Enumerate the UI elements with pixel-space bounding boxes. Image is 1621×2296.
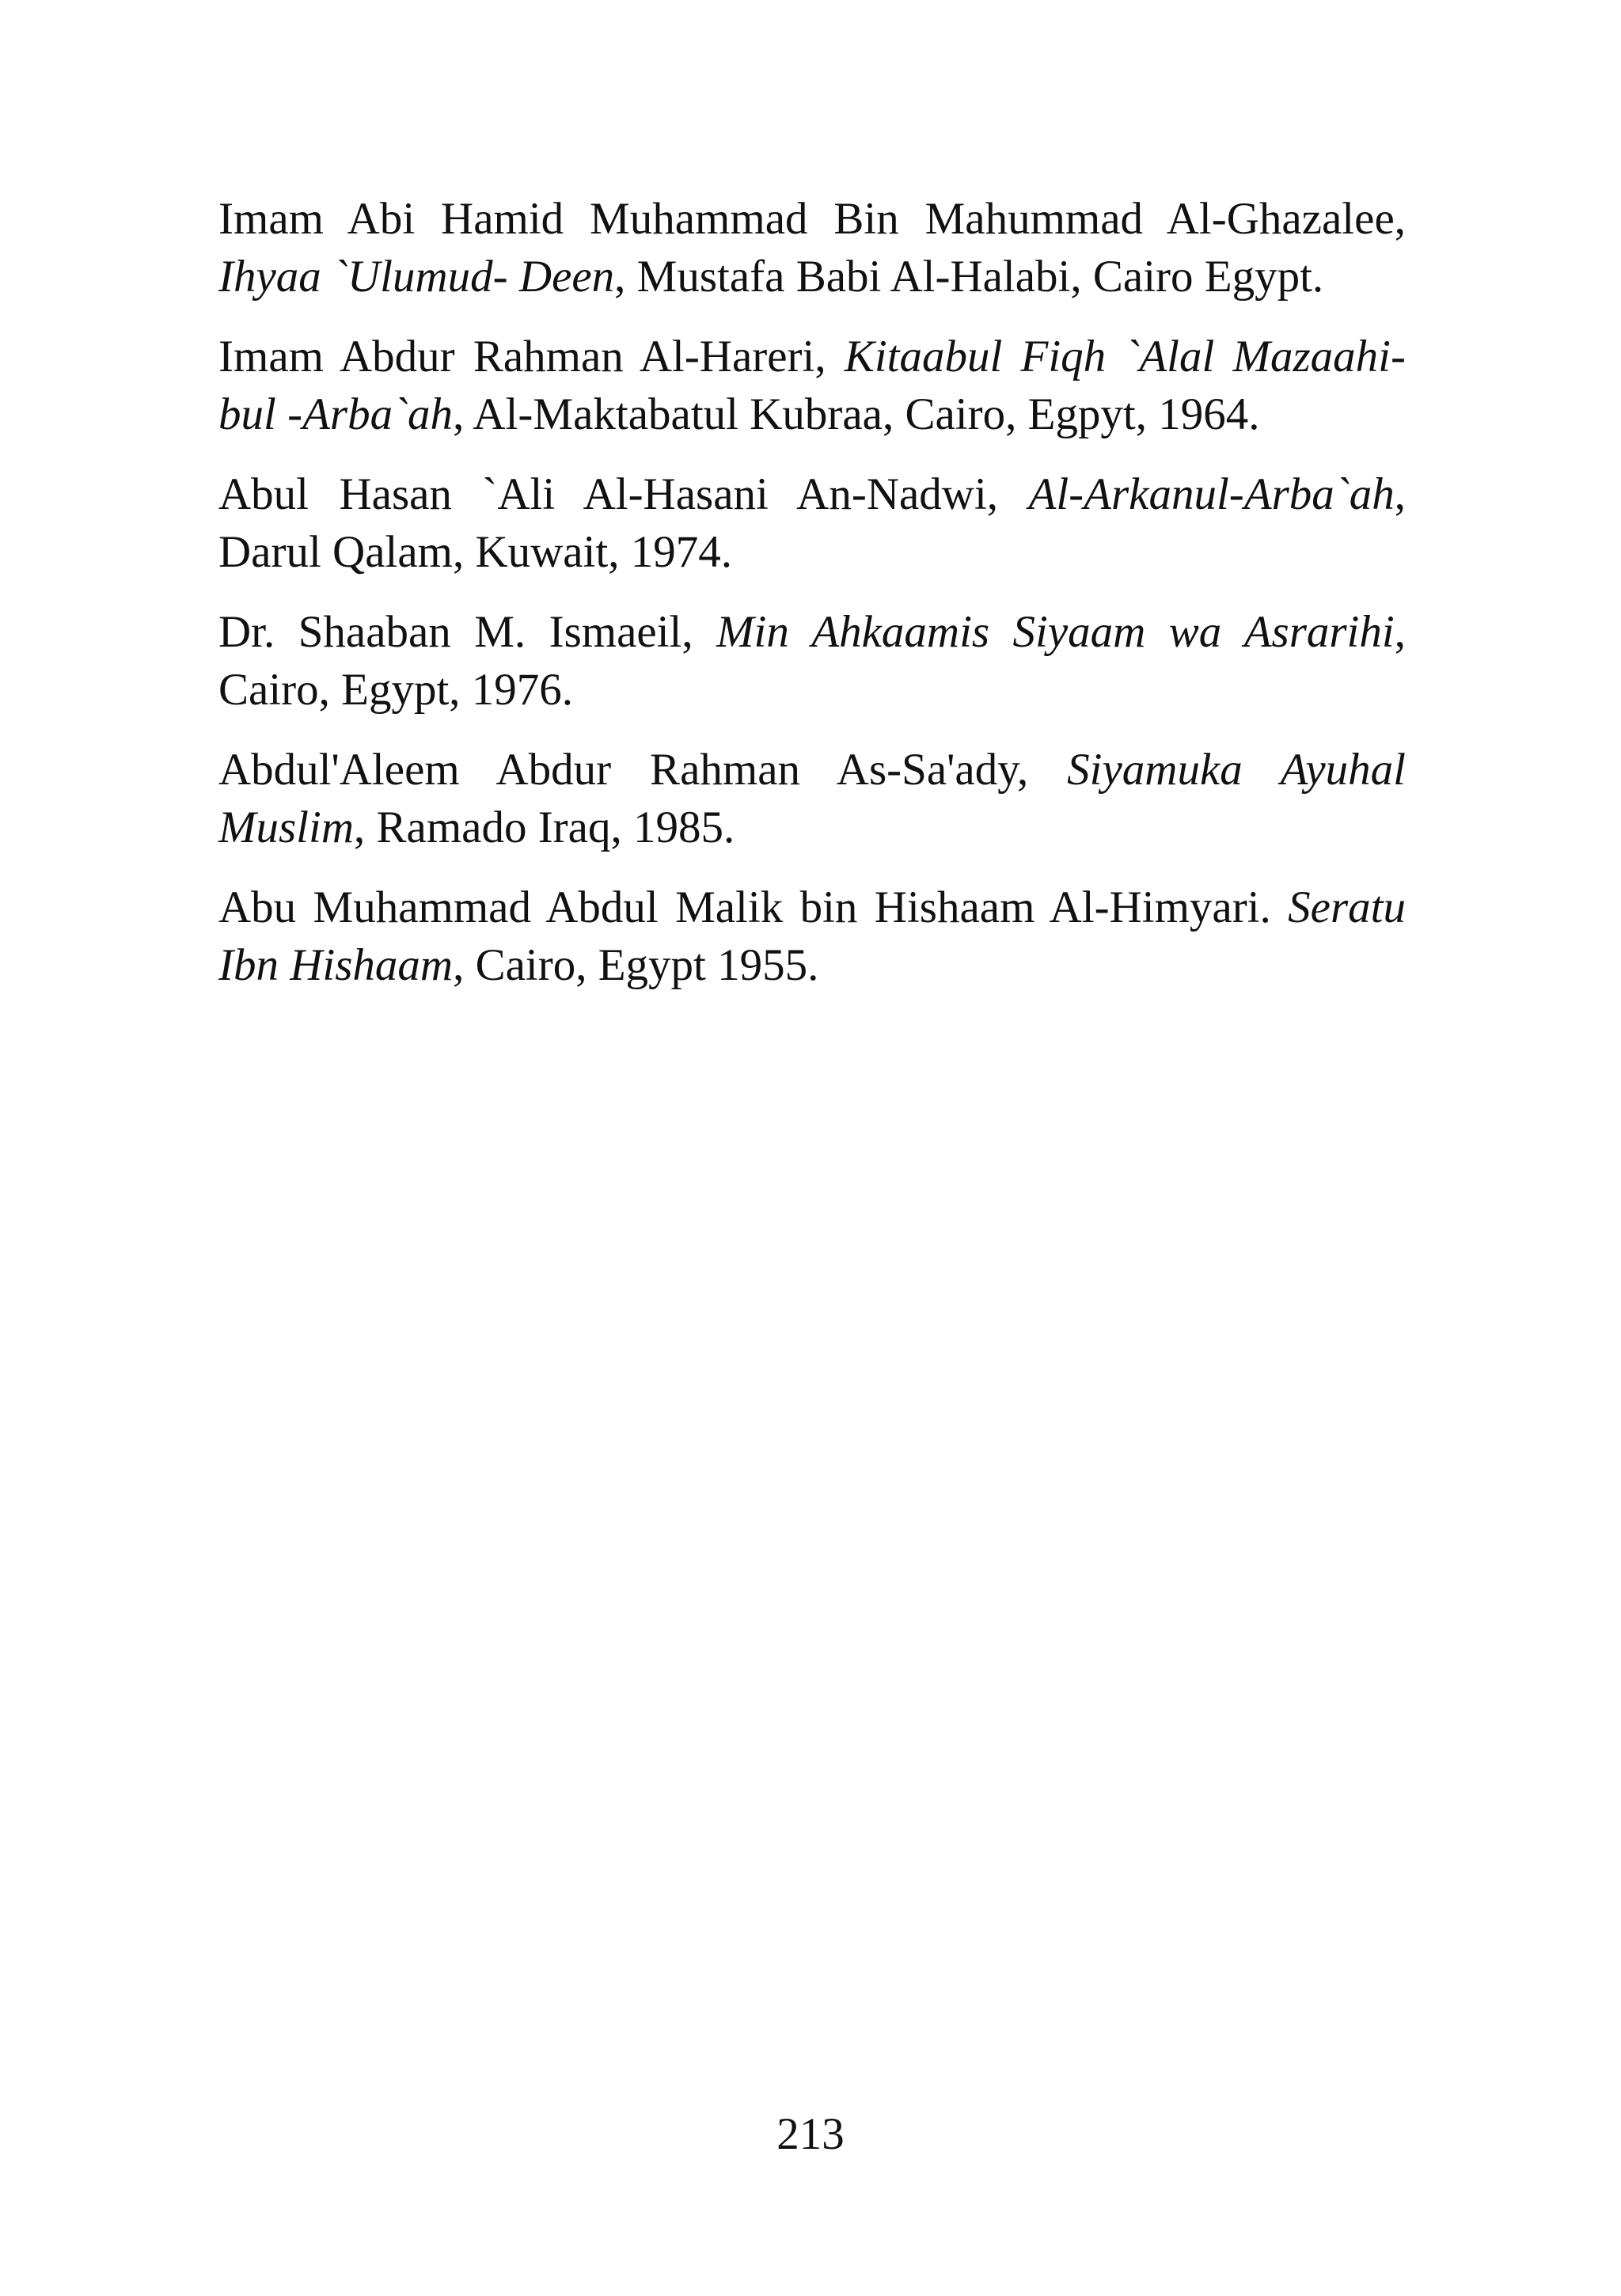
reference-author: Abu Muhammad Abdul Malik bin Hishaam Al-Himyari. xyxy=(218,882,1289,932)
reference-entry xyxy=(218,328,1406,443)
reference-author: Abdul'Aleem Abdur Rahman As-Sa'ady, xyxy=(218,745,1068,795)
reference-author: Abul Hasan `Ali Al-Hasani An-Nadwi, xyxy=(218,469,1029,519)
reference-entry xyxy=(218,741,1406,856)
reference-title: Min Ahkaamis Siyaam wa Asrarihi xyxy=(716,607,1395,657)
reference-publication: , Al-Maktabatul Kubraa, Cairo, Egpyt, 1964. xyxy=(453,389,1260,439)
reference-title: Siyamuka Ayuhal Muslim xyxy=(218,745,1406,852)
reference-entry xyxy=(218,465,1406,581)
reference-entry xyxy=(218,603,1406,719)
reference-title: Ihyaa `Ulumud- Deen xyxy=(218,252,615,302)
reference-publication: , Darul Qalam, Kuwait, 1974. xyxy=(218,469,1406,577)
reference-title: Al-Arkanul-Arba`ah xyxy=(1028,469,1395,519)
reference-entry xyxy=(218,190,1406,306)
reference-title: Seratu Ibn Hishaam xyxy=(218,882,1406,990)
reference-list xyxy=(218,190,1406,994)
reference-publication: , Mustafa Babi Al-Halabi, Cairo Egypt. xyxy=(614,252,1324,302)
reference-publication: , Ramado Iraq, 1985. xyxy=(354,803,735,852)
reference-author: Imam Abdur Rahman Al-Hareri, xyxy=(218,332,845,381)
reference-author: Imam Abi Hamid Muhammad Bin Mahummad Al-Ghazalee, xyxy=(218,194,1406,244)
reference-publication: , Cairo, Egypt 1955. xyxy=(453,940,819,990)
reference-entry xyxy=(218,879,1406,994)
reference-title: Kitaabul Fiqh `Alal Mazaahi-bul -Arba`ah xyxy=(218,332,1406,439)
page-number: 213 xyxy=(776,2109,845,2159)
reference-publication: , Cairo, Egypt, 1976. xyxy=(218,607,1406,715)
reference-author: Dr. Shaaban M. Ismaeil, xyxy=(218,607,717,657)
